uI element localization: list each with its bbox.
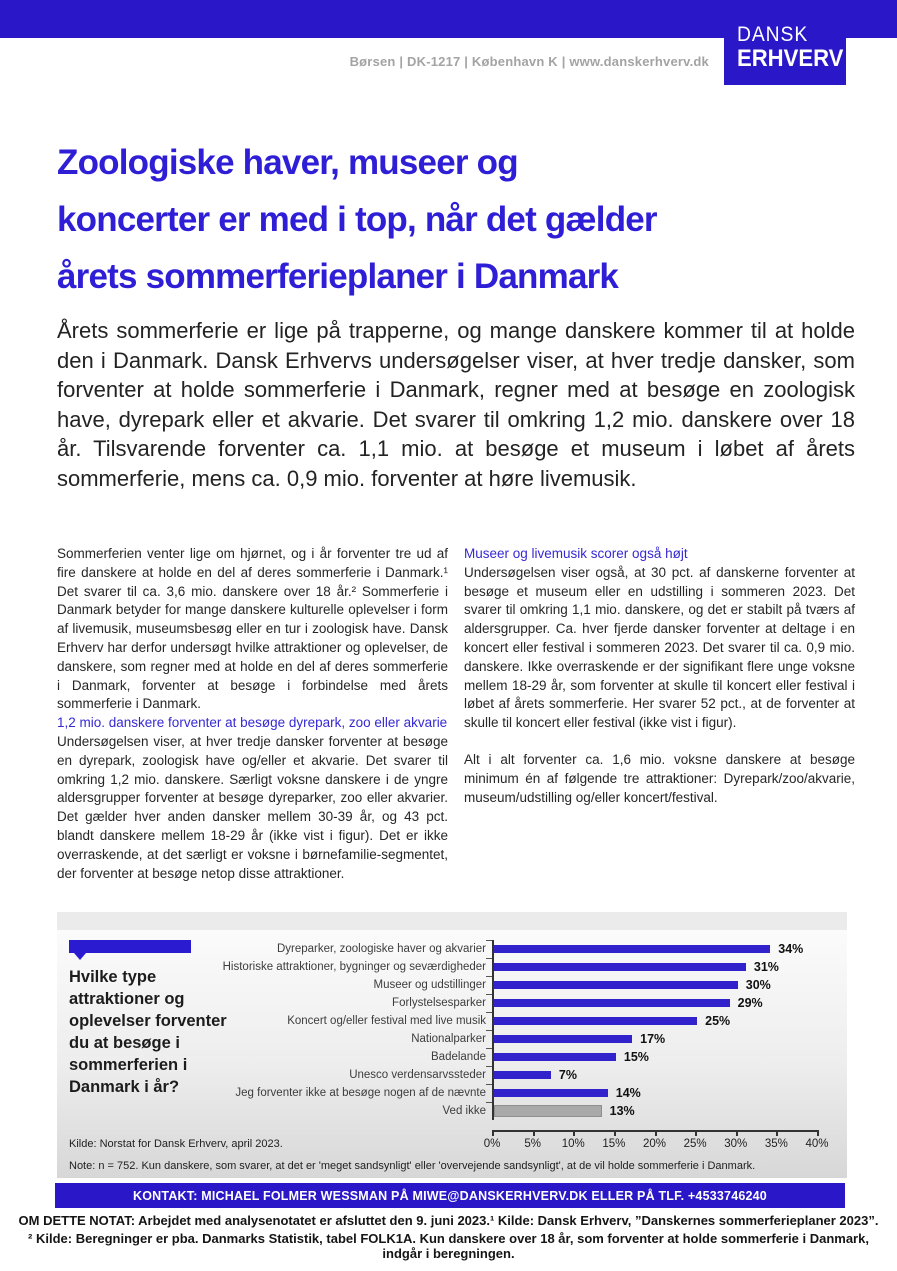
bar bbox=[494, 1053, 616, 1061]
x-tick-label: 5% bbox=[524, 1138, 541, 1150]
value-label: 30% bbox=[745, 978, 771, 992]
x-tick-mark bbox=[492, 1132, 494, 1136]
lead-paragraph: Årets sommerferie er lige på trapperne, og mange danskere kommer til at holde den i Danmark. Dansk Erhvervs undersøgelser viser, at hver tredje dansker, som forventer at holde sommerferie i Danmark, regner med at besøge en zoologisk have, dyrepark eller et akvarie. Det svarer til omkring 1,2 mio. danskere over 18 år. Tilsvarende forventer ca. 1,1 mio. at besøge et museum i løbet af årets sommerferie, mens ca. 0,9 mio. forventer at høre livemusik. bbox=[57, 318, 855, 491]
dansk-erhverv-logo bbox=[724, 0, 846, 85]
x-tick-label: 0% bbox=[483, 1138, 501, 1150]
about-line-2: ² Kilde: Beregninger er pba. Danmarks Statistik, tabel FOLK1A. Kun danskere over 18 år, som forventer at holde sommerferie i Danmark, indgår i beregningen. bbox=[28, 1231, 869, 1261]
bar-zone bbox=[492, 976, 819, 994]
chart-row bbox=[69, 1084, 835, 1102]
chart-note: Note: n = 752. Kun danskere, som svarer, at det er 'meget sandsynligt' eller 'overvejende sandsynligt', at de vil holde sommerferie i Danmark. bbox=[69, 1160, 756, 1172]
category-label: Nationalparker bbox=[411, 1033, 486, 1045]
x-tick-label: 20% bbox=[642, 1138, 667, 1150]
chart-source: Kilde: Norstat for Dansk Erhverv, april 2023. bbox=[69, 1138, 283, 1150]
bar-zone bbox=[492, 1066, 819, 1084]
body-columns bbox=[57, 545, 855, 883]
chart-area bbox=[57, 930, 847, 1178]
x-tick-mark bbox=[736, 1132, 738, 1136]
bar-zone bbox=[492, 1084, 819, 1102]
chart-row bbox=[69, 1048, 835, 1066]
page-title-line-3: årets sommerferieplaner i Danmark bbox=[57, 257, 619, 296]
x-tick-label: 15% bbox=[602, 1138, 626, 1150]
bar bbox=[494, 1089, 608, 1097]
bar-zone bbox=[492, 958, 819, 976]
chart-box bbox=[57, 912, 847, 1178]
x-tick-label: 30% bbox=[724, 1138, 748, 1150]
bar bbox=[494, 1105, 602, 1117]
x-tick-label: 35% bbox=[764, 1138, 788, 1150]
bar-zone bbox=[492, 1030, 819, 1048]
left-paragraph-1: Sommerferien venter lige om hjørnet, og i år forventer tre ud af fire danskere at holde en del af deres sommerferie i Danmark.¹ Det svarer til ca. 3,6 mio. danskere over 18 år.² Sommerferie i Danmark betyder for mange danskere kulturelle oplevelser i form af livemusik, museumsbesøg eller en tur i zoologisk have. Dansk Erhverv har derfor undersøgt hvilke attraktioner og oplevelser, de danskere, som regner med at holde en del af deres sommerferie i Danmark, forventer at besøge i forbindelse med årets sommerferie i Danmark. bbox=[57, 546, 448, 712]
chart-rows bbox=[69, 940, 835, 1120]
right-paragraph-2: Alt i alt forventer ca. 1,6 mio. voksne danskere at besøge minimum én af følgende tre attraktioner: Dyrepark/zoo/akvarie, museum/udstilling og/eller koncert/festival. bbox=[464, 751, 855, 805]
value-label: 14% bbox=[615, 1086, 641, 1100]
x-tick-mark bbox=[776, 1132, 778, 1136]
x-tick-mark bbox=[573, 1132, 575, 1136]
category-label: Forlystelsesparker bbox=[392, 997, 486, 1009]
chart-row bbox=[69, 1012, 835, 1030]
right-subhead: Museer og livemusik scorer også højt bbox=[464, 546, 688, 561]
bar bbox=[494, 981, 738, 989]
bar-zone bbox=[492, 994, 819, 1012]
category-label: Museer og udstillinger bbox=[373, 979, 486, 991]
value-label: 7% bbox=[558, 1068, 577, 1082]
chart-row bbox=[69, 994, 835, 1012]
logo-line-dansk: DANSK bbox=[737, 23, 809, 46]
chart-row bbox=[69, 1066, 835, 1084]
x-tick-mark bbox=[695, 1132, 697, 1136]
page-title-line-2: koncerter er med i top, når det gælder bbox=[57, 200, 657, 239]
x-tick-label: 40% bbox=[805, 1138, 829, 1150]
chart-row bbox=[69, 976, 835, 994]
value-label: 29% bbox=[737, 996, 763, 1010]
contact-bar bbox=[55, 1183, 845, 1208]
bar-zone bbox=[492, 1048, 819, 1066]
contact-text: KONTAKT: MICHAEL FOLMER WESSMAN PÅ MIWE@DANSKERHVERV.DK ELLER PÅ TLF. +4533746240 bbox=[133, 1188, 767, 1203]
value-label: 17% bbox=[640, 1032, 666, 1046]
chart-row bbox=[69, 940, 835, 958]
x-tick-mark bbox=[614, 1132, 616, 1136]
chart-question: Hvilke type attraktioner og oplevelser forventer du at besøge i sommerferien i Danmark i år? bbox=[69, 968, 227, 1096]
category-label: Unesco verdensarvssteder bbox=[349, 1069, 486, 1081]
x-tick-mark bbox=[817, 1132, 819, 1136]
chart-row bbox=[69, 1102, 835, 1120]
bar bbox=[494, 963, 746, 971]
page-title-line-1: Zoologiske haver, museer og bbox=[57, 143, 518, 182]
left-subhead: 1,2 mio. danskere forventer at besøge dyrepark, zoo eller akvarie bbox=[57, 715, 448, 731]
left-paragraph-2: Undersøgelsen viser, at hver tredje dansker forventer at besøge en dyrepark, zoologisk have og/eller et akvarie. Det svarer til omkring 1,2 mio. danskere. Særligt voksne danskere i de yngre aldersgrupper forventer at besøge dyreparker, zoo eller akvarier. Det gælder hver anden dansker mellem 30-39 år, og 43 pct. blandt danskere mellem 18-29 år (ikke vist i figur). Det er ikke overraskende, at det særligt er voksne i børnefamilie-segmentet, der forventer at besøge netop disse attraktioner. bbox=[57, 733, 448, 881]
value-label: 13% bbox=[609, 1104, 635, 1118]
page-title bbox=[57, 134, 817, 305]
about-line-1: OM DETTE NOTAT: Arbejdet med analysenotatet er afsluttet den 9. juni 2023.¹ Kilde: Dansk Erhverv, ”Danskernes sommerferieplaner 2023”. bbox=[18, 1213, 879, 1228]
bar-zone bbox=[492, 940, 819, 958]
bar bbox=[494, 1017, 697, 1025]
category-label: Dyreparker, zoologiske haver og akvarier bbox=[276, 943, 486, 955]
value-label: 25% bbox=[705, 1014, 731, 1028]
column-left bbox=[57, 545, 448, 883]
category-label: Historiske attraktioner, bygninger og seværdigheder bbox=[222, 961, 486, 973]
column-right bbox=[464, 545, 855, 883]
paragraph-gap bbox=[464, 733, 855, 751]
header-address-line: Børsen | DK-1217 | København K | www.danskerhverv.dk bbox=[349, 54, 709, 69]
category-label: Ved ikke bbox=[442, 1105, 486, 1117]
logo-text bbox=[737, 24, 843, 71]
bar-zone bbox=[492, 1102, 819, 1120]
value-label: 34% bbox=[778, 942, 804, 956]
x-tick-label: 25% bbox=[683, 1138, 707, 1150]
value-label: 31% bbox=[753, 960, 779, 974]
category-label: Koncert og/eller festival med live musik bbox=[287, 1015, 486, 1027]
x-tick-label: 10% bbox=[561, 1138, 585, 1150]
chart-header-strip bbox=[57, 912, 847, 930]
x-tick-mark bbox=[533, 1132, 535, 1136]
category-label: Badelande bbox=[431, 1051, 486, 1063]
bar bbox=[494, 945, 770, 953]
right-paragraph-1: Undersøgelsen viser også, at 30 pct. af danskerne forventer at besøge et museum eller en udstilling i sommeren 2023. Det svarer til omkring 1,1 mio. danskere, og det er stabilt på tværs af aldersgrupper. Ca. hver fjerde dansker forventer at deltage i en koncert eller festival i sommeren 2023. Det svarer til ca. 0,9 mio. danskere. Ikke overraskende er der signifikant flere unge voksne mellem 18-29 år, som forventer at skulle til koncert eller festival i løbet af årets sommerferie. Her svarer 52 pct., at de forventer at skulle til koncert eller festival (ikke vist i figur). bbox=[464, 564, 855, 731]
x-tick-mark bbox=[655, 1132, 657, 1136]
bar bbox=[494, 1035, 632, 1043]
value-label: 15% bbox=[623, 1050, 649, 1064]
chart-row bbox=[69, 958, 835, 976]
category-label: Jeg forventer ikke at besøge nogen af de nævnte bbox=[235, 1087, 486, 1099]
bar-zone bbox=[492, 1012, 819, 1030]
bar bbox=[494, 1071, 551, 1079]
chart-row bbox=[69, 1030, 835, 1048]
logo-line-erhverv: ERHVERV bbox=[737, 45, 844, 72]
bar bbox=[494, 999, 730, 1007]
